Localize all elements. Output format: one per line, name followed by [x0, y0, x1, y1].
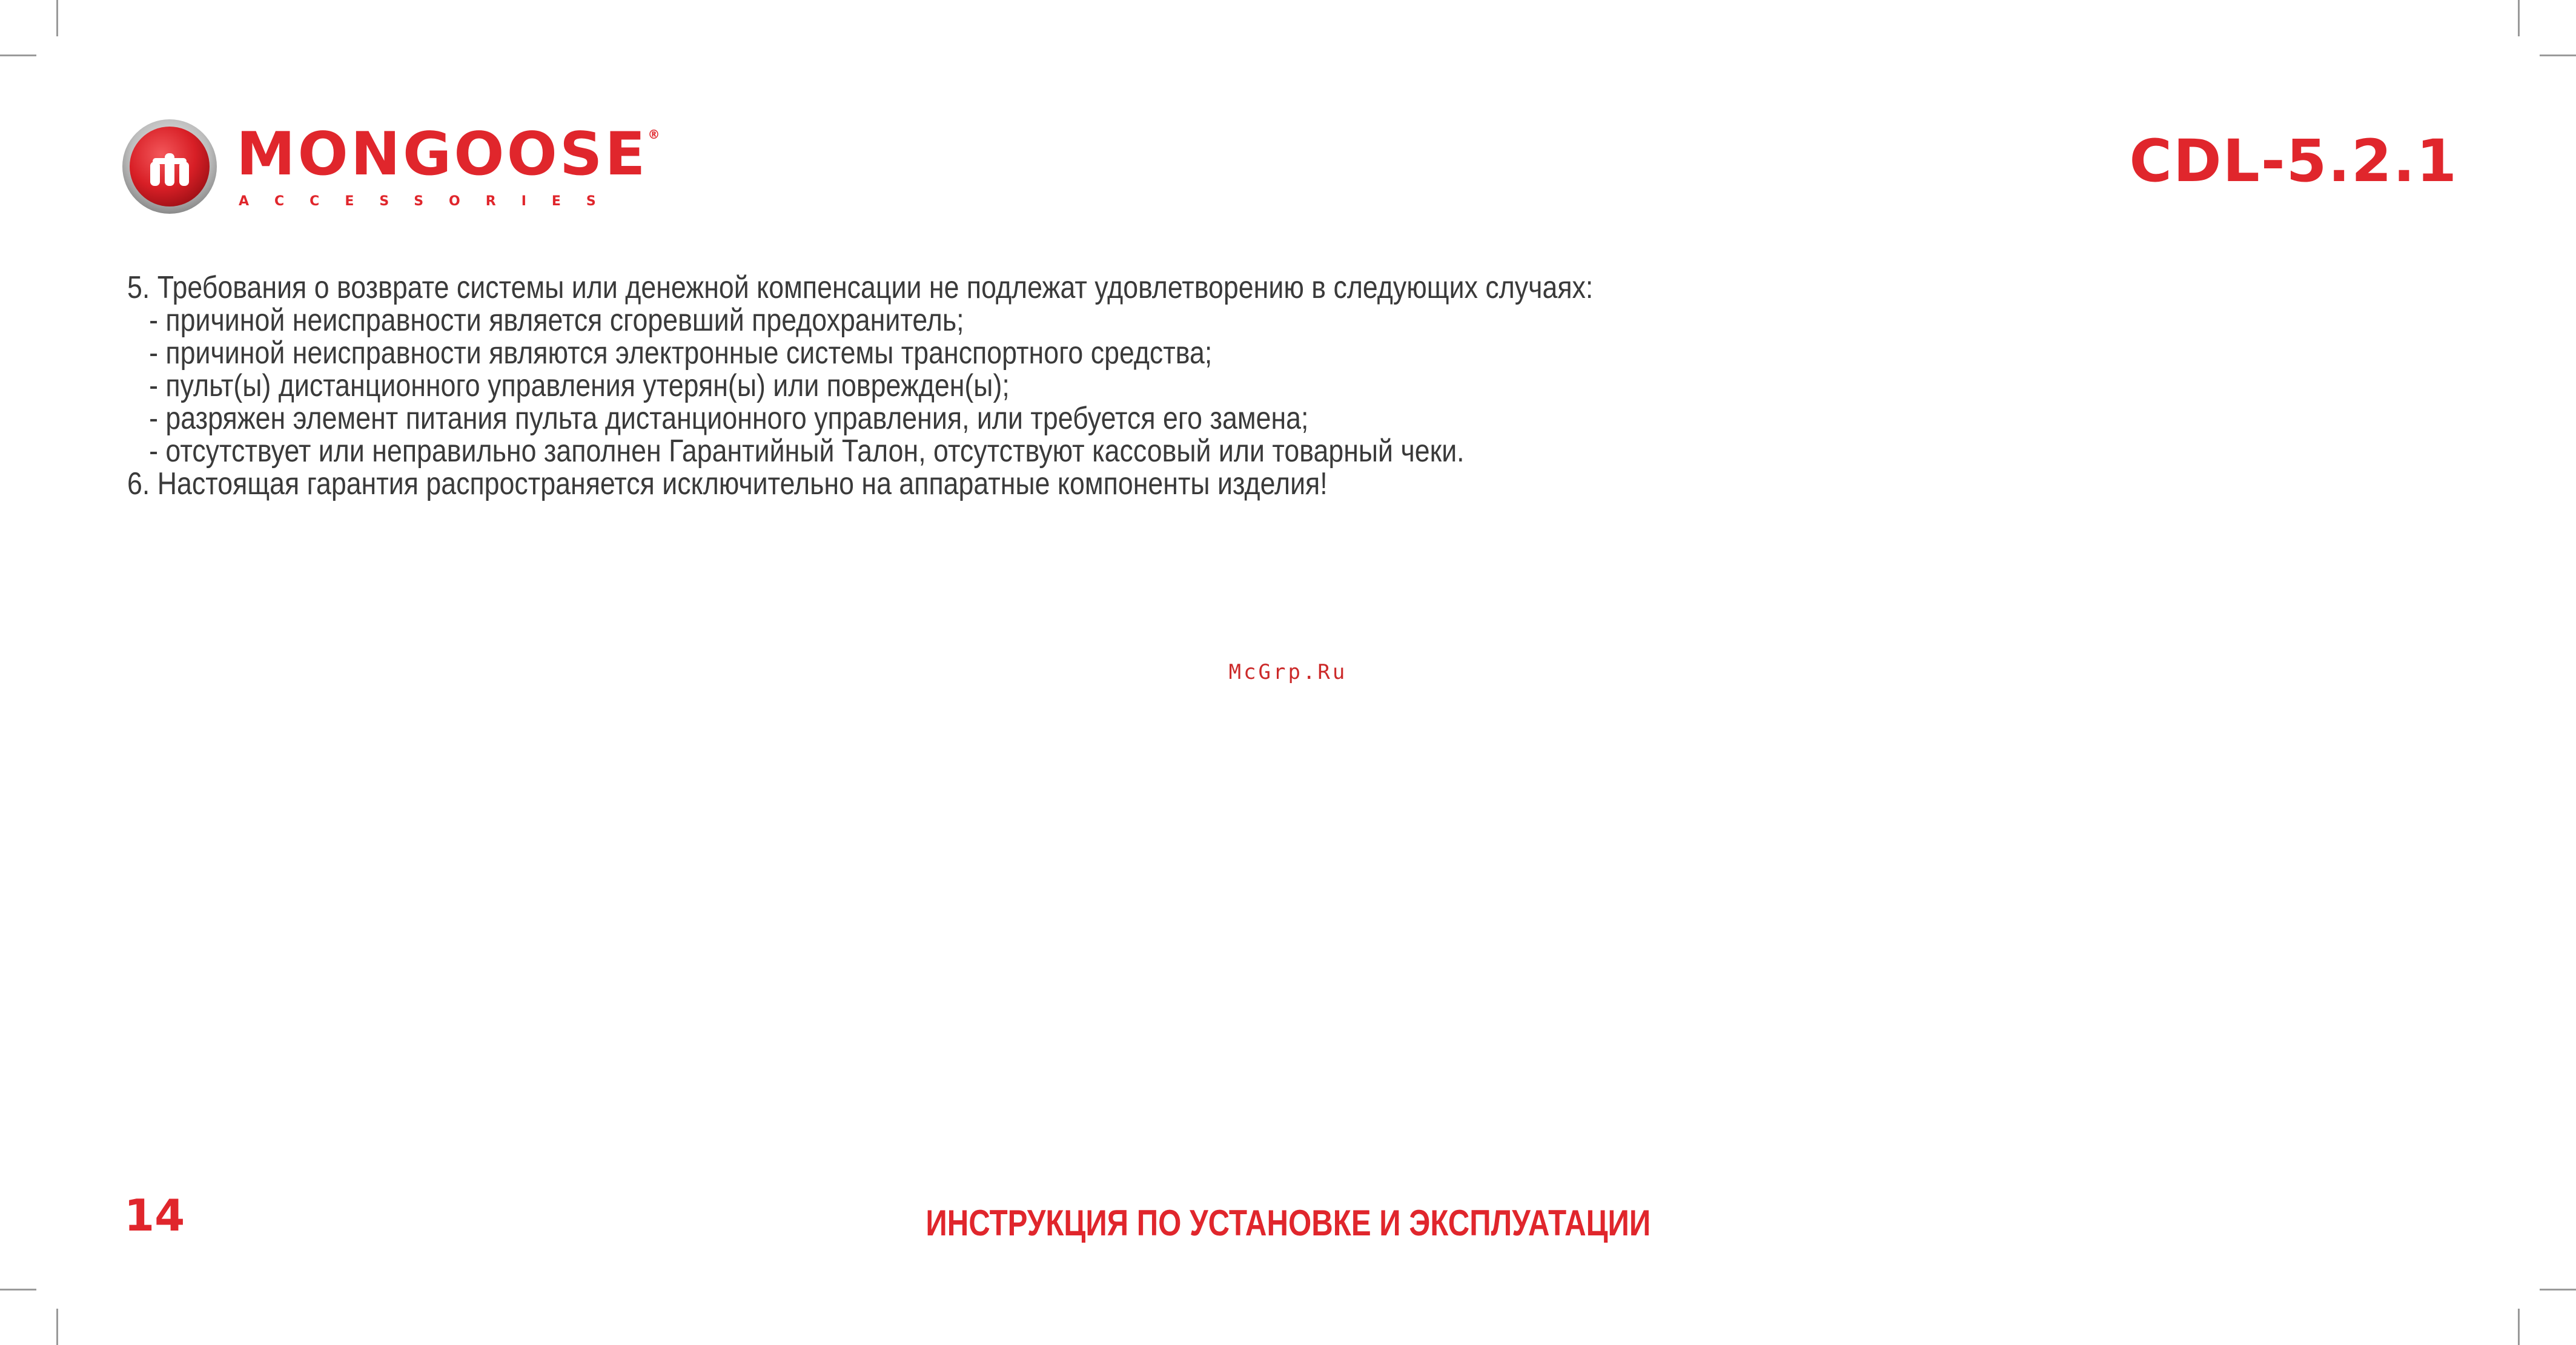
list-item: - причиной неисправности является сгоревший предохранитель; [149, 303, 964, 338]
crop-mark-bottom-right-horizontal [2540, 1289, 2576, 1290]
crop-mark-bottom-right-vertical [2518, 1309, 2520, 1345]
registered-mark: ® [647, 127, 663, 142]
crop-mark-top-left-vertical [56, 0, 58, 36]
list-item: - пульт(ы) дистанционного управления утерян(ы) или поврежден(ы); [149, 368, 1010, 403]
brand-subtitle: ACCESSORIES [239, 193, 621, 209]
brand-logo [121, 115, 662, 218]
crop-mark-top-left-horizontal [0, 55, 36, 56]
crop-mark-top-right-horizontal [2540, 55, 2576, 56]
list-item: - разряжен элемент питания пульта дистанционного управления, или требуется его замена; [149, 401, 1309, 436]
mongoose-logo-icon [121, 118, 218, 215]
brand-wordmark [236, 119, 663, 209]
list-item: - отсутствует или неправильно заполнен Гарантийный Талон, отсутствуют кассовый или товарный чеки. [149, 434, 1465, 469]
model-name: CDL-5.2.1 [2129, 127, 2458, 195]
crop-mark-bottom-left-horizontal [0, 1289, 36, 1290]
paragraph-5: 5. Требования о возврате системы или денежной компенсации не подлежат удовлетворению в следующих случаях: [127, 270, 1594, 305]
footer-title [0, 1202, 2576, 1244]
brand-name: MONGOOSE® [236, 119, 663, 189]
warranty-text [127, 271, 1898, 500]
crop-mark-top-right-vertical [2518, 0, 2520, 36]
page-number: 14 [124, 1190, 185, 1241]
list-item: - причиной неисправности являются электронные системы транспортного средства; [149, 335, 1213, 371]
watermark: McGrp.Ru [1228, 660, 1348, 684]
paragraph-6: 6. Настоящая гарантия распространяется исключительно на аппаратные компоненты изделия! [127, 466, 1328, 501]
crop-mark-bottom-left-vertical [56, 1309, 58, 1345]
footer-title-text: ИНСТРУКЦИЯ ПО УСТАНОВКЕ И ЭКСПЛУАТАЦИИ [925, 1203, 1651, 1243]
